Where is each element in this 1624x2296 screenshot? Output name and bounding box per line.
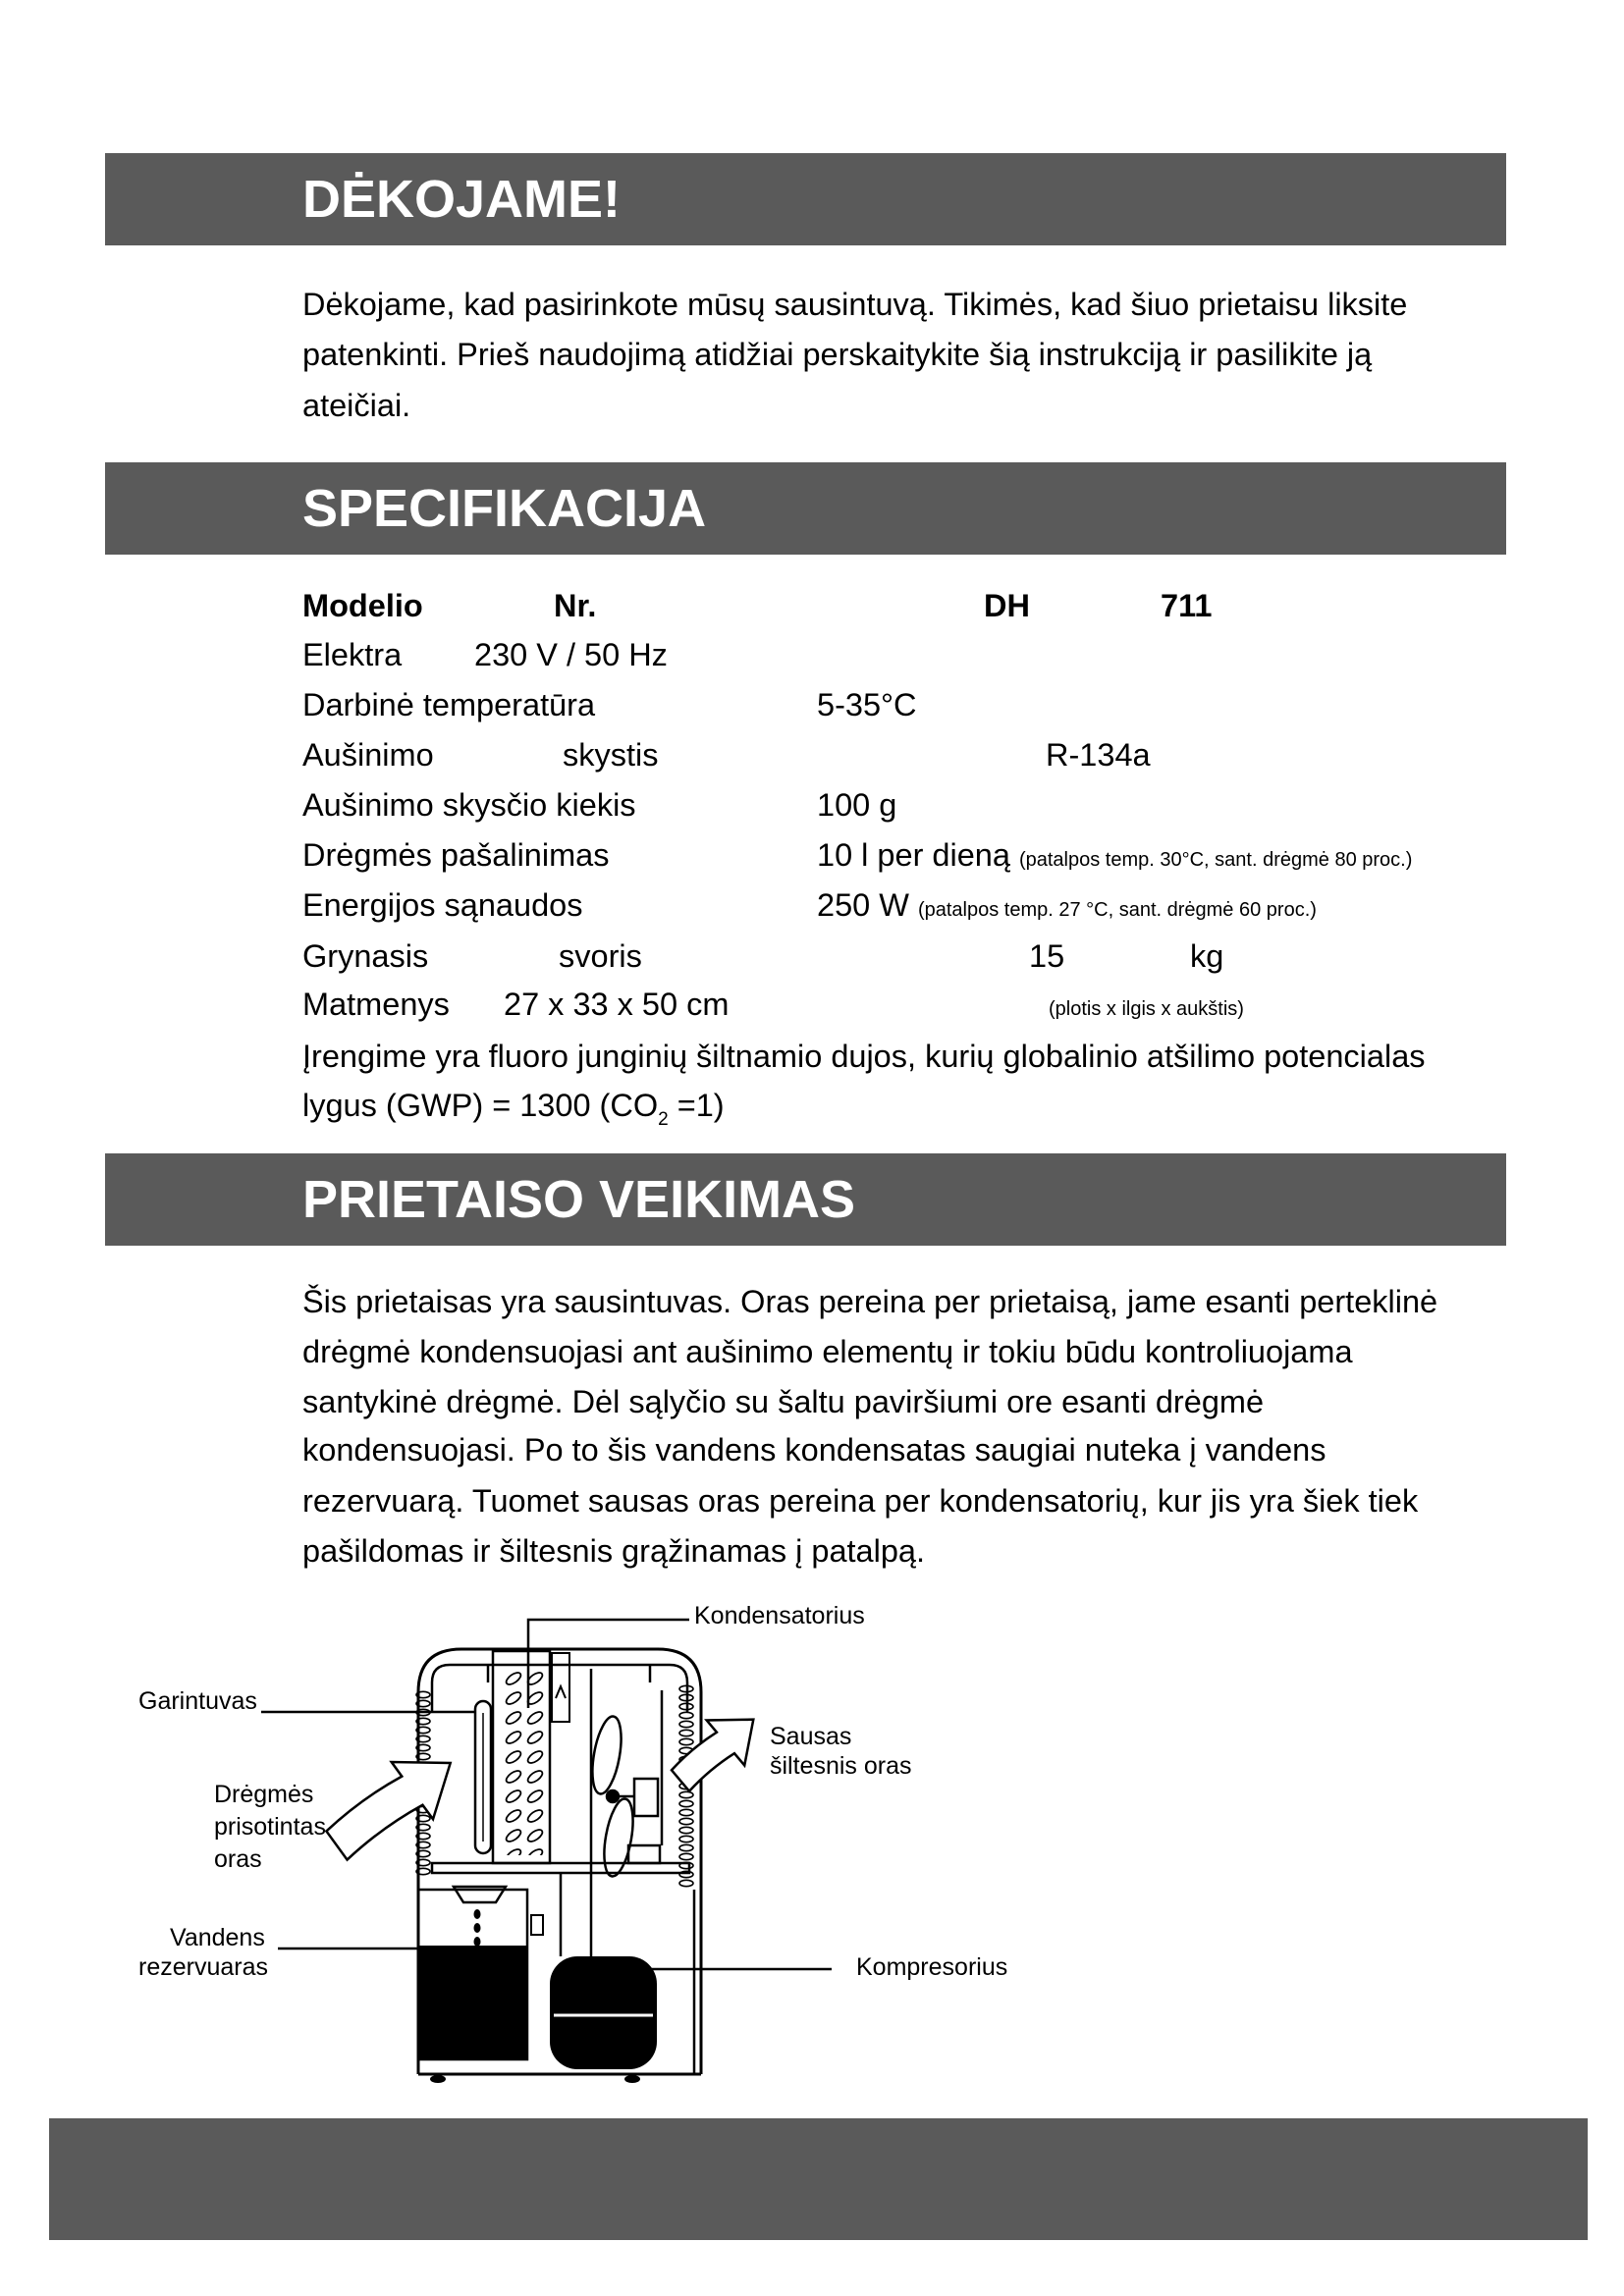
operation-title: PRIETAISO VEIKIMAS (302, 1170, 856, 1229)
water-drop (474, 1923, 481, 1933)
dehumidification-value-group (817, 835, 1412, 880)
spec-row-refrigerant (0, 735, 1624, 774)
fan-bracket (628, 1845, 660, 1863)
power-label: Elektra (302, 637, 403, 672)
spec-row-refrigerant-amount (0, 785, 1624, 825)
spec-row-dimensions (0, 985, 1624, 1024)
weight-label-2: svoris (559, 938, 642, 974)
dehumidification-note: (patalpos temp. 30°C, sant. drėgmė 80 proc.) (1018, 849, 1413, 871)
water-level-float (531, 1915, 543, 1935)
spec-row-model (0, 586, 1624, 625)
dehumidification-value: 10 l per dieną (817, 837, 1010, 873)
operation-text-line: Šis prietaisas yra sausintuvas. Oras pereina per prietaisą, jame esanti perteklinė (302, 1284, 1438, 1319)
gwp-text-line-2 (302, 1086, 725, 1140)
spec-row-power (0, 635, 1624, 674)
weight-value: 15 (1029, 938, 1065, 974)
refrigerant-label: Aušinimo (302, 737, 434, 773)
humid-air-arrow (316, 1735, 471, 1874)
energy-label: Energijos sąnaudos (302, 887, 583, 923)
dehumidification-label: Drėgmės pašalinimas (302, 837, 610, 873)
compressor-body (550, 1956, 657, 2069)
refrigerant-label-2: skystis (563, 737, 659, 773)
model-number-label: Nr. (554, 588, 597, 623)
thanks-header-bar (105, 153, 1506, 245)
operating-temperature-label: Darbinė temperatūra (302, 687, 596, 722)
humid-air-label-line-3: oras (214, 1845, 262, 1873)
spec-row-operating-temperature (0, 685, 1624, 724)
dry-air-label-line-2: šiltesnis oras (770, 1752, 912, 1780)
spec-row-energy (0, 885, 1624, 925)
compressor-label: Kompresorius (856, 1953, 1008, 1981)
energy-value-group (817, 885, 1317, 930)
evaporator-fins (503, 1669, 546, 1855)
condenser-label: Kondensatorius (694, 1602, 865, 1629)
spec-row-weight (0, 936, 1624, 976)
spec-header-bar (105, 462, 1506, 555)
water-drop (474, 1909, 481, 1919)
evaporator-label: Garintuvas (138, 1687, 257, 1715)
model-label: Modelio (302, 588, 423, 623)
operation-text-line: kondensuojasi. Po to šis vandens kondensatas saugiai nuteka į vandens (302, 1432, 1326, 1468)
dimensions-label: Matmenys (302, 987, 450, 1022)
dimensions-value: 27 x 33 x 50 cm (504, 987, 730, 1022)
operating-temperature-value: 5-35°C (817, 687, 917, 722)
refrigerant-amount-label: Aušinimo skysčio kiekis (302, 787, 636, 823)
base-foot-left (430, 2075, 446, 2083)
condenser-arrow-mark (556, 1686, 566, 1698)
operation-text-line: drėgmė kondensuojasi ant aušinimo elementų ir tokiu būdu kontroliuojama (302, 1334, 1353, 1369)
gwp-line-end: =1) (668, 1088, 725, 1123)
weight-unit: kg (1190, 938, 1224, 974)
refrigerant-value: R-134a (1046, 737, 1151, 773)
operation-text-line: santykinė drėgmė. Dėl sąlyčio su šaltu paviršiumi ore esanti drėgmė (302, 1384, 1265, 1419)
humid-air-label-line-1: Drėgmės (214, 1781, 314, 1808)
dimensions-note: (plotis x ilgis x aukštis) (1049, 998, 1244, 1020)
thanks-text-line: Dėkojame, kad pasirinkote mūsų sausintuvą. Tikimės, kad šiuo prietaisu liksite (302, 287, 1408, 322)
thanks-text-line: ateičiai. (302, 388, 411, 423)
model-prefix-value: DH (984, 588, 1030, 623)
weight-label: Grynasis (302, 938, 429, 974)
water-tank-water (419, 1946, 526, 2059)
spec-title: SPECIFIKACIJA (302, 479, 707, 538)
model-number-value: 711 (1161, 588, 1213, 623)
footer-bar (49, 2118, 1588, 2240)
water-drop (474, 1937, 481, 1947)
fan-blade-upper (587, 1714, 625, 1795)
humid-air-label-line-2: prisotintas (214, 1813, 326, 1841)
water-drops (474, 1909, 481, 1947)
operation-text-line: rezervuarą. Tuomet sausas oras pereina per kondensatorių, kur jis yra šiek tiek (302, 1483, 1419, 1519)
power-value: 230 V / 50 Hz (474, 637, 668, 672)
thanks-title: DĖKOJAME! (302, 170, 622, 229)
gwp-text-line: Įrengime yra fluoro junginių šiltnamio dujos, kurių globalinio atšilimo potencialas (302, 1039, 1426, 1074)
operation-header-bar (105, 1153, 1506, 1246)
energy-value: 250 W (817, 887, 909, 923)
dry-air-label-line-1: Sausas (770, 1723, 852, 1750)
separator-plate (432, 1863, 689, 1873)
base-foot-right (624, 2075, 640, 2083)
water-tank-label-line-2: rezervuaras (138, 1953, 268, 1981)
water-tank-label-line-1: Vandens (170, 1924, 265, 1951)
energy-note: (patalpos temp. 27 °C, sant. drėgmė 60 proc.) (917, 899, 1317, 921)
spec-row-dehumidification (0, 835, 1624, 875)
gwp-line-start: lygus (GWP) = 1300 (CO (302, 1088, 659, 1123)
refrigerant-amount-value: 100 g (817, 787, 897, 823)
thanks-text-line: patenkinti. Prieš naudojimą atidžiai perskaitykite šią instrukciją ir pasilikite ją (302, 337, 1373, 372)
operation-text-line: pašildomas ir šiltesnis grąžinamas į patalpą. (302, 1533, 926, 1569)
co2-subscript: 2 (658, 1109, 669, 1130)
fan-blade-lower (599, 1796, 637, 1878)
fan-motor (634, 1779, 658, 1816)
